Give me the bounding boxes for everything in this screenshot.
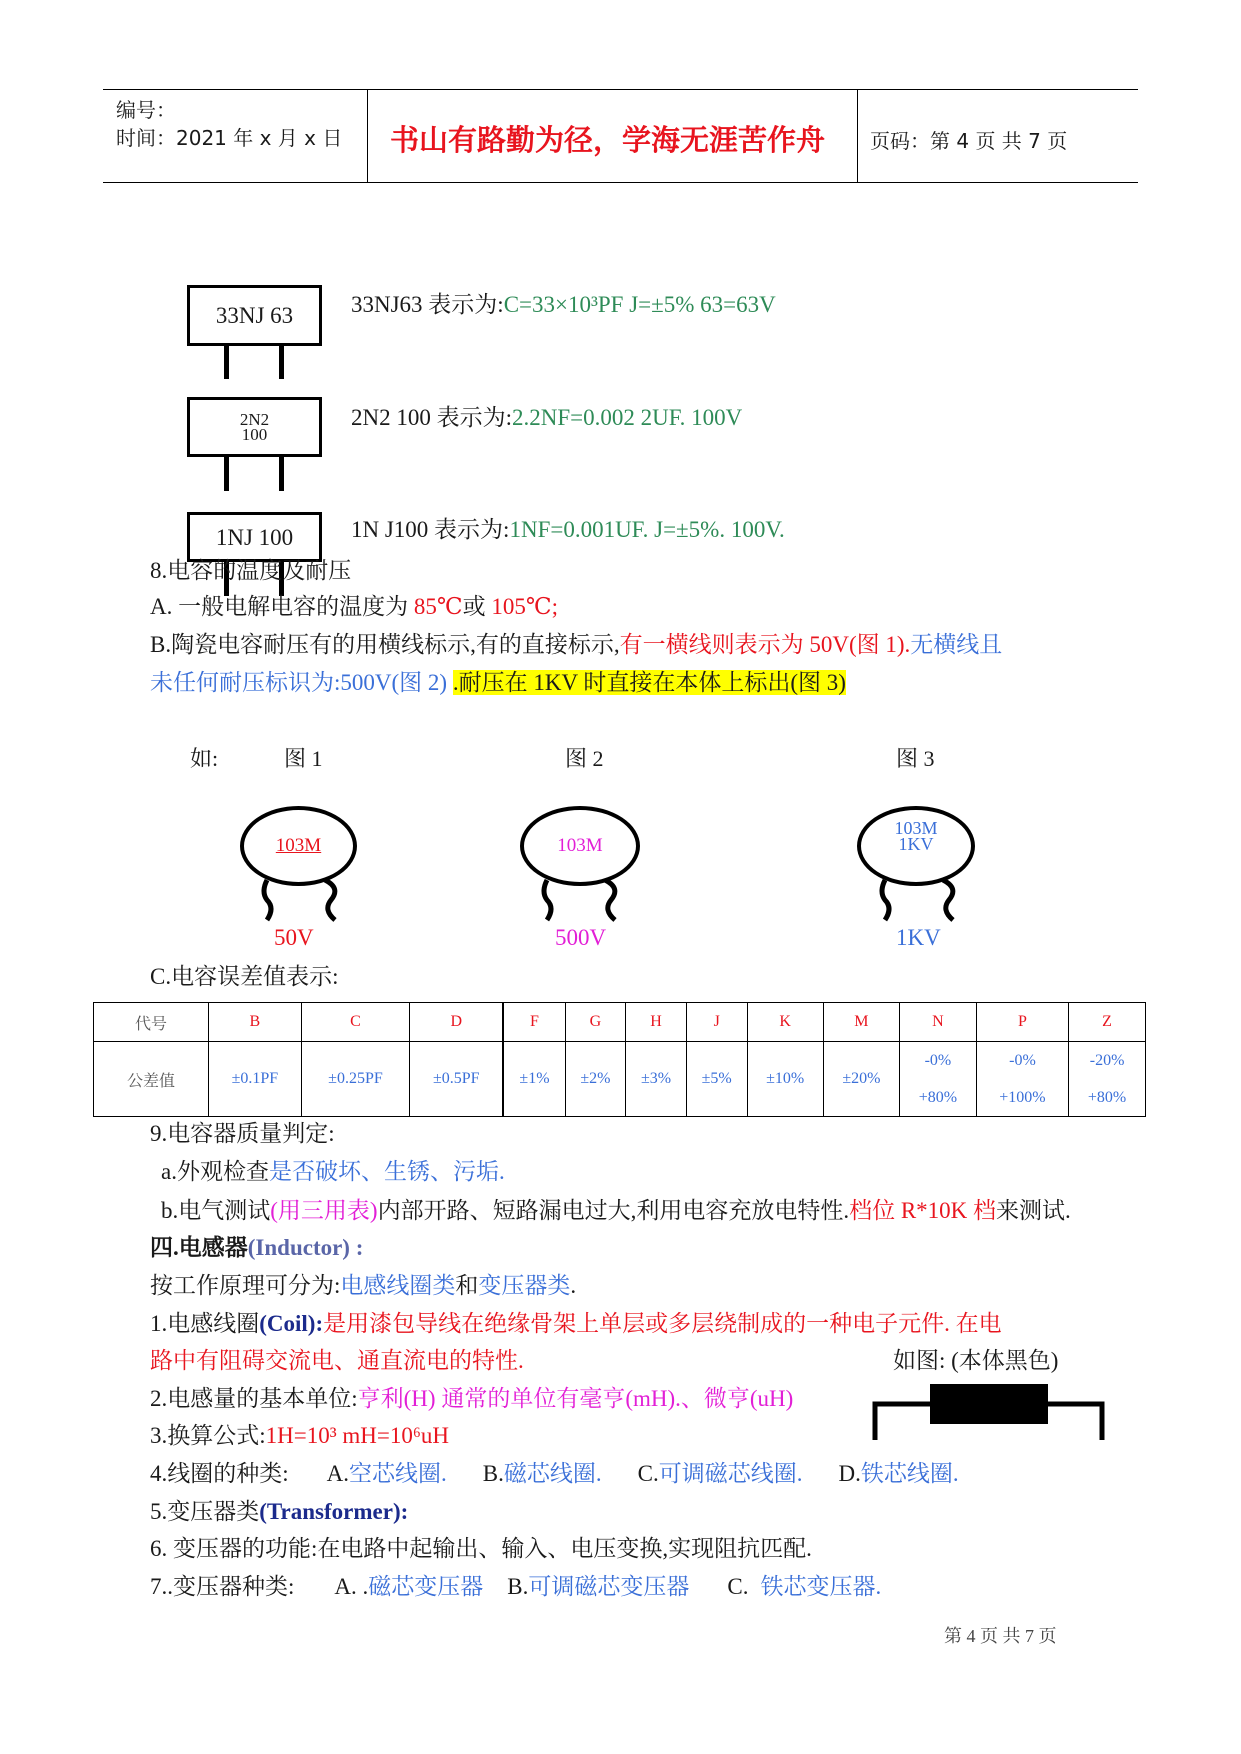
- section-4-heading: 四.电感器(Inductor) :: [150, 1235, 364, 1260]
- table-cell: H: [626, 1003, 687, 1042]
- section-9-title: 9.电容器质量判定:: [150, 1121, 335, 1146]
- table-cell: -0% +80%: [900, 1042, 977, 1117]
- section-9-a: a.外观检查是否破坏、生锈、污垢.: [161, 1159, 505, 1184]
- fig3-voltage: 1KV: [896, 925, 941, 950]
- fig2-code: 103M: [557, 835, 603, 856]
- figures-prefix: 如:: [190, 746, 219, 771]
- capacitor-code-text: 1NJ 100: [215, 525, 294, 550]
- fig3-rating: 1KV: [898, 834, 934, 854]
- header-number-label: 编号：: [116, 98, 176, 122]
- section-9-b: b.电气测试(用三用表)内部开路、短路漏电过大,利用电容充放电特性.档位 R*10K 档来测试.: [161, 1198, 1071, 1223]
- fig1-code: 103M: [275, 835, 322, 856]
- capacitor-lead: [224, 344, 229, 379]
- page-footer: 第 4 页 共 7 页: [944, 1626, 1057, 1646]
- header-top-rule: [103, 89, 1138, 90]
- header-page-info: 页码：第 4 页 共 7 页: [870, 129, 1068, 153]
- capacitor-label-1nj100: [187, 512, 322, 562]
- figure-3-title: 图 3: [896, 746, 935, 771]
- header-time-label: 时间：2021 年 x 月 x 日: [116, 126, 343, 150]
- inductor-conversion: 3.换算公式:1H=10³ mH=10⁶uH: [150, 1423, 449, 1448]
- table-cell: ±1%: [503, 1042, 565, 1117]
- section-8-title: 8.电容的温度及耐压: [150, 558, 352, 583]
- inductor-coil-line1: 1.电感线圈(Coil):是用漆包导线在绝缘骨架上单层或多层绕制成的一种电子元件. 在电: [150, 1311, 1002, 1336]
- fig3-code: 103M: [894, 818, 938, 838]
- fig1-leads: [255, 874, 345, 922]
- table-cell: ±2%: [565, 1042, 626, 1117]
- capacitor-label-2n2: [187, 397, 322, 457]
- section-8-b-line2: 未任何耐压标识为:500V(图 2) .耐压在 1KV 时直接在本体上标出(图 3): [150, 670, 846, 695]
- inductor-diagram: [870, 1382, 1110, 1444]
- fig2-voltage: 500V: [555, 925, 607, 950]
- tolerance-table: [93, 1002, 1146, 1117]
- header-motto: 书山有路勤为径，学海无涯苦作舟: [390, 123, 826, 157]
- header-divider-right: [857, 89, 858, 183]
- capacitor-desc-1: 33NJ63 表示为:C=33×10³PF J=±5% 63=63V: [351, 292, 776, 317]
- capacitor-label-33nj63: [187, 285, 322, 346]
- capacitor-code-bottom: 100: [241, 425, 268, 444]
- transformer-function: 6. 变压器的功能:在电路中起输出、输入、电压变换,实现阻抗匹配.: [150, 1536, 812, 1561]
- table-cell: M: [823, 1003, 899, 1042]
- figure-2-title: 图 2: [565, 746, 604, 771]
- capacitor-desc-2: 2N2 100 表示为:2.2NF=0.002 2UF. 100V: [351, 405, 743, 430]
- capacitor-lead: [279, 344, 284, 379]
- table-cell: C: [301, 1003, 409, 1042]
- table-cell: ±10%: [747, 1042, 823, 1117]
- section-8-a: A. 一般电解电容的温度为 85℃或 105℃;: [150, 594, 558, 619]
- table-cell: Z: [1069, 1003, 1146, 1042]
- table-cell: ±5%: [686, 1042, 747, 1117]
- table-cell: J: [686, 1003, 747, 1042]
- table-cell: ±3%: [626, 1042, 687, 1117]
- inductor-unit: 2.电感量的基本单位:亨利(H) 通常的单位有毫亨(mH).、微亨(uH): [150, 1386, 794, 1411]
- table-cell: K: [747, 1003, 823, 1042]
- table-cell: B: [209, 1003, 302, 1042]
- header-bottom-rule: [103, 182, 1138, 183]
- capacitor-code-top: 2N2: [239, 410, 270, 429]
- capacitor-desc-3: 1N J100 表示为:1NF=0.001UF. J=±5%. 100V.: [351, 517, 785, 542]
- fig3-leads: [873, 874, 963, 922]
- table-row: [94, 1042, 1146, 1117]
- table-cell: ±0.5PF: [410, 1042, 504, 1117]
- table-cell: ±20%: [823, 1042, 899, 1117]
- capacitor-lead: [279, 455, 284, 491]
- inductor-figure-caption: 如图: (本体黑色): [893, 1348, 1059, 1373]
- transformer-heading: 5.变压器类(Transformer):: [150, 1499, 409, 1524]
- table-cell: N: [900, 1003, 977, 1042]
- capacitor-code-text: 33NJ 63: [215, 303, 294, 328]
- table-header-cell: 代号: [94, 1003, 209, 1042]
- table-cell: D: [410, 1003, 504, 1042]
- inductor-coil-line2: 路中有阻碍交流电、通直流电的特性.: [150, 1348, 524, 1373]
- fig2-leads: [535, 874, 625, 922]
- section-8-b-line1: B.陶瓷电容耐压有的用横线标示,有的直接标示,有一横线则表示为 50V(图 1).无横线且: [150, 632, 1003, 657]
- table-cell: F: [503, 1003, 565, 1042]
- table-cell: -20% +80%: [1069, 1042, 1146, 1117]
- table-row: [94, 1003, 1146, 1042]
- header-divider-left: [367, 89, 368, 183]
- inductor-classification: 按工作原理可分为:电感线圈类和变压器类.: [150, 1273, 577, 1298]
- fig1-voltage: 50V: [274, 925, 314, 950]
- table-cell: P: [976, 1003, 1068, 1042]
- coil-types: 4.线圈的种类: A.空芯线圈. B.磁芯线圈. C.可调磁芯线圈. D.铁芯线圈.: [150, 1461, 959, 1486]
- table-cell: ±0.1PF: [209, 1042, 302, 1117]
- capacitor-lead: [224, 455, 229, 491]
- table-cell: -0% +100%: [976, 1042, 1068, 1117]
- table-header-cell: 公差值: [94, 1042, 209, 1117]
- table-cell: ±0.25PF: [301, 1042, 409, 1117]
- figure-1-title: 图 1: [284, 746, 323, 771]
- table-cell: G: [565, 1003, 626, 1042]
- tolerance-title: C.电容误差值表示:: [150, 964, 339, 989]
- transformer-types: 7..变压器种类: A. .磁芯变压器 B.可调磁芯变压器 C. 铁芯变压器.: [150, 1574, 882, 1599]
